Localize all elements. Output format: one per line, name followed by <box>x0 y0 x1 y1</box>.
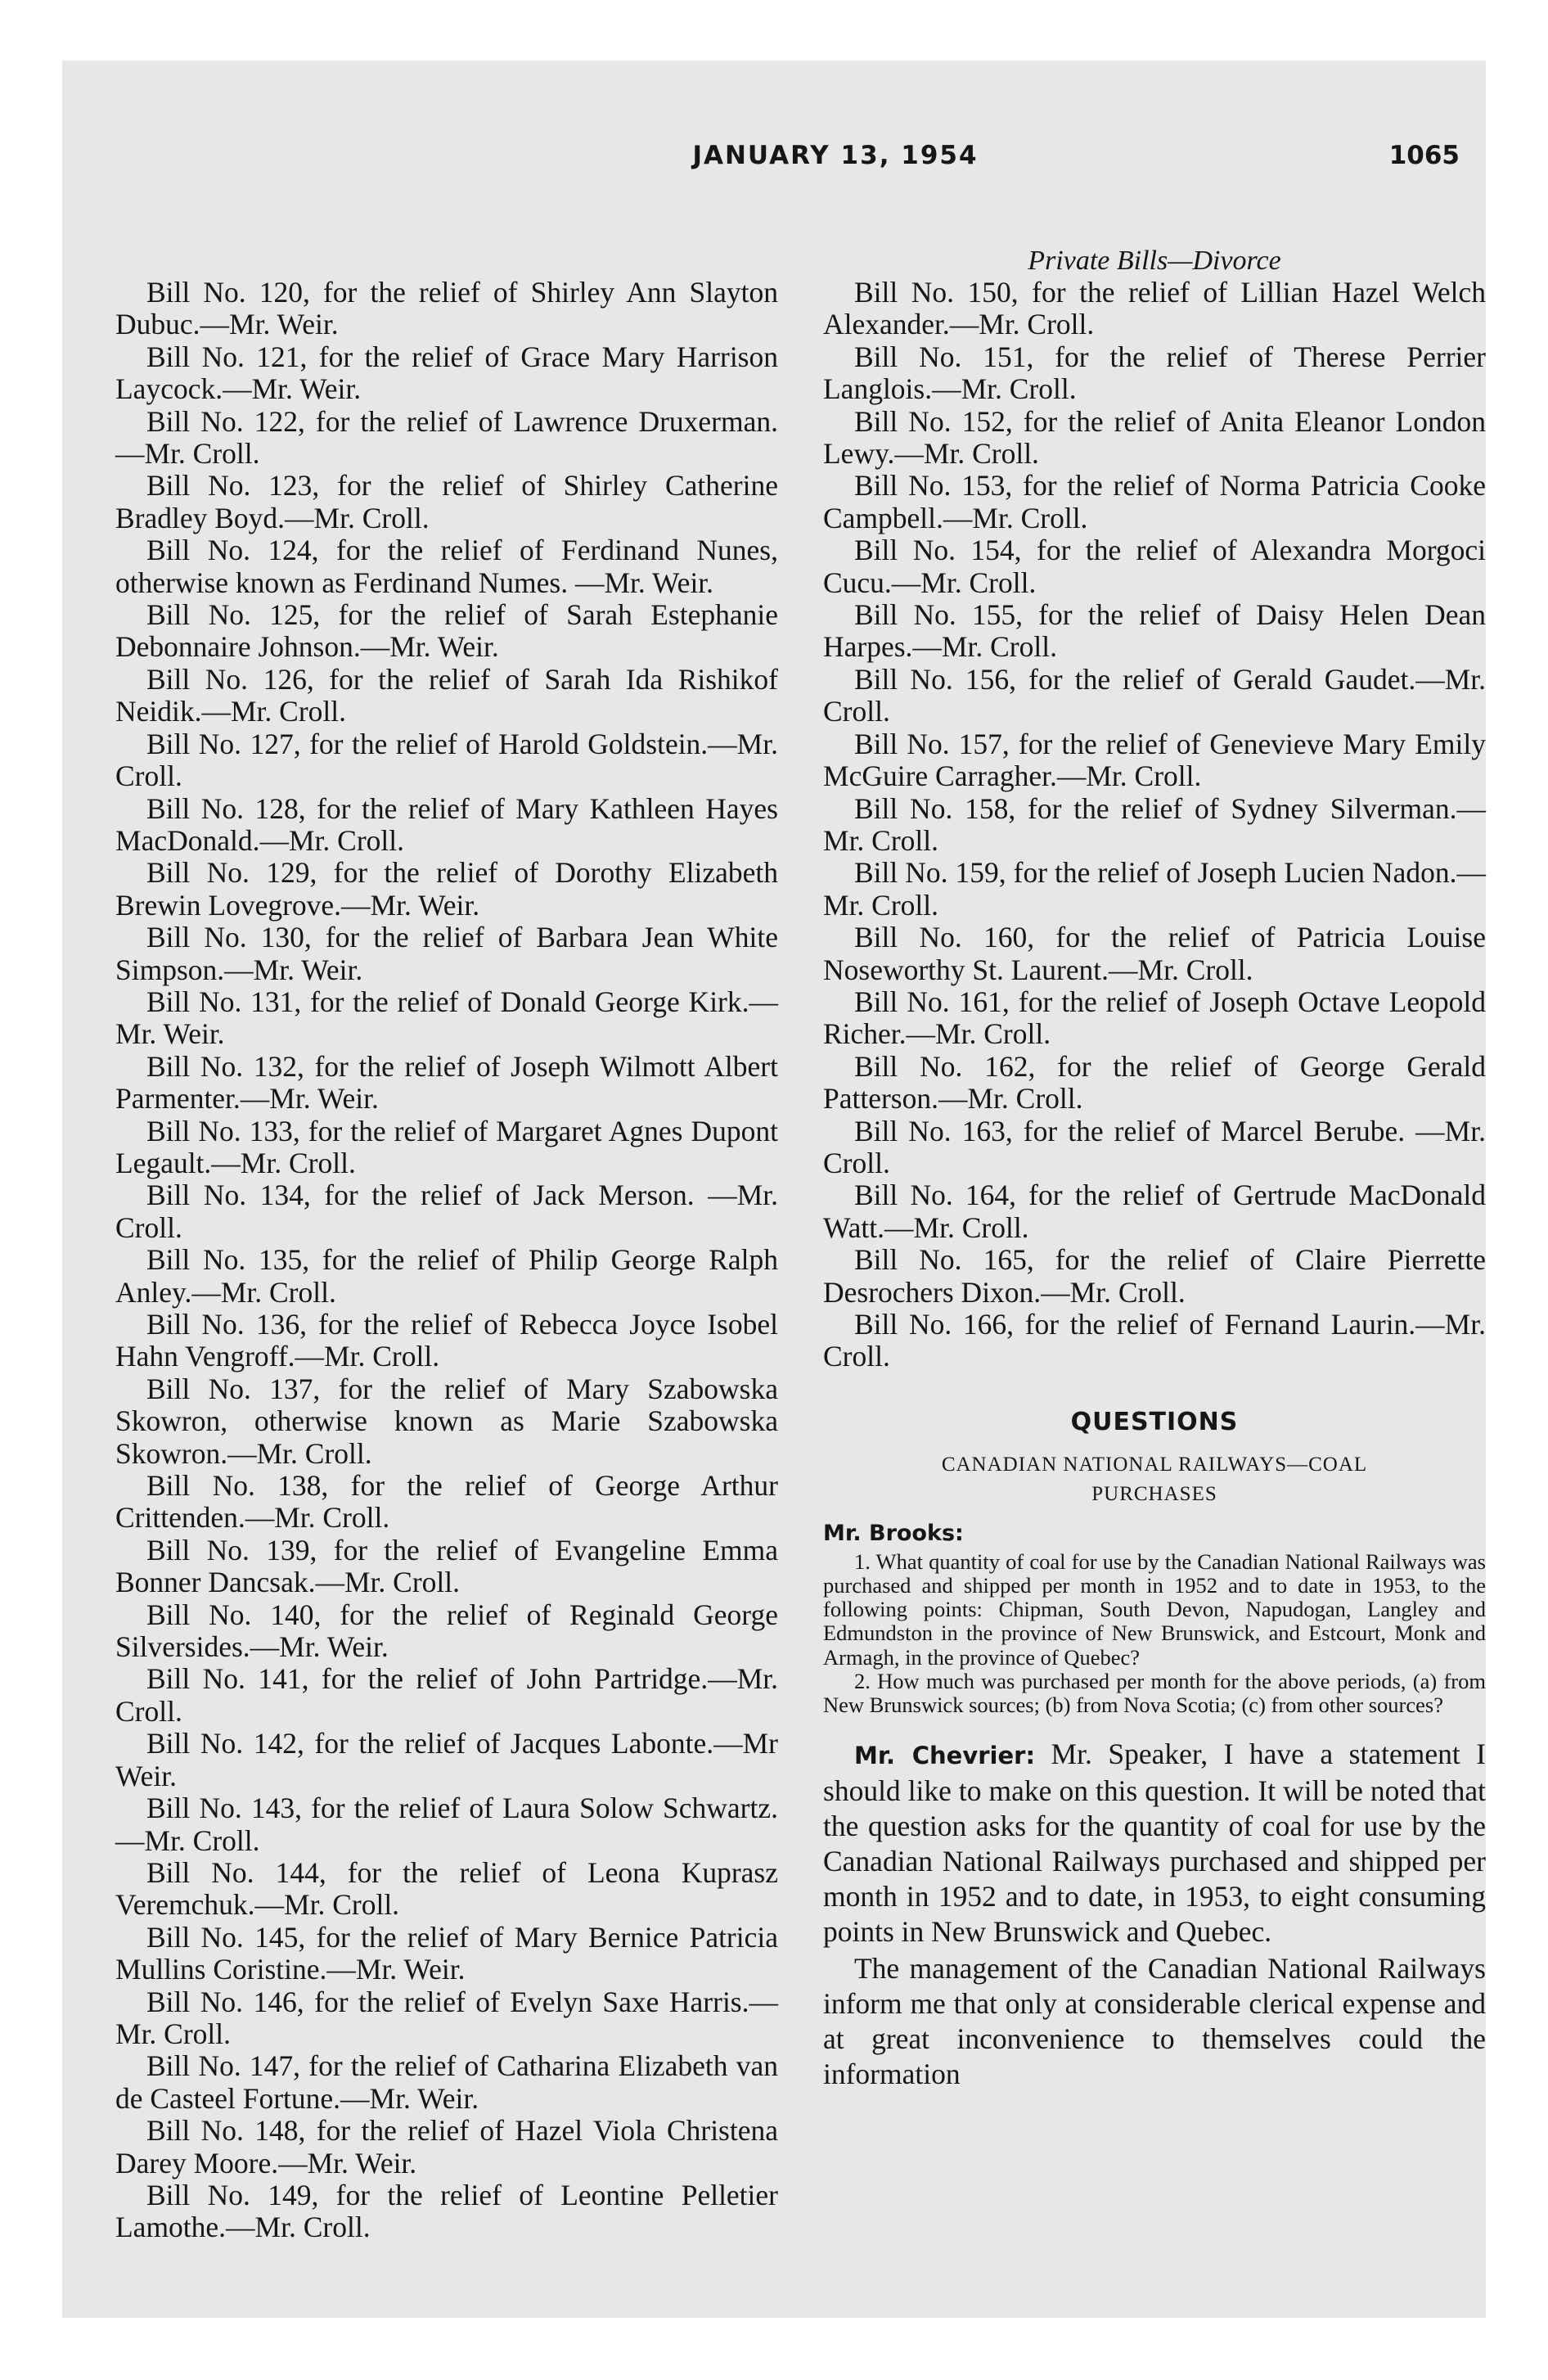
bill-entry: Bill No. 146, for the relief of Evelyn Saxe Harris.—Mr. Croll. <box>115 1985 778 2050</box>
bill-entry: Bill No. 157, for the relief of Genevieve Mary Emily McGuire Carragher.—Mr. Croll. <box>823 727 1486 793</box>
bill-entry: Bill No. 132, for the relief of Joseph Wilmott Albert Parmenter.—Mr. Weir. <box>115 1049 778 1116</box>
bill-entry: Bill No. 137, for the relief of Mary Szabowska Skowron, otherwise known as Marie Szabowska Skowron.—Mr. Croll. <box>115 1372 778 1470</box>
bill-entry: Bill No. 152, for the relief of Anita Eleanor London Lewy.—Mr. Croll. <box>823 404 1486 471</box>
bill-entry: Bill No. 151, for the relief of Therese Perrier Langlois.—Mr. Croll. <box>823 340 1486 406</box>
bill-entry: Bill No. 120, for the relief of Shirley Ann Slayton Dubuc.—Mr. Weir. <box>115 276 778 341</box>
bill-entry: Bill No. 160, for the relief of Patricia Louise Noseworthy St. Laurent.—Mr. Croll. <box>823 921 1486 986</box>
answer-paragraph-2: The management of the Canadian National Railways inform me that only at considerable clerical expense and at great inconvenience to themselves could the information <box>823 1952 1486 2091</box>
scanned-page <box>62 61 1486 2318</box>
bill-entry: Bill No. 144, for the relief of Leona Kuprasz Veremchuk.—Mr. Croll. <box>115 1855 778 1922</box>
bill-entry: Bill No. 141, for the relief of John Partridge.—Mr. Croll. <box>115 1662 778 1728</box>
bill-entry: Bill No. 161, for the relief of Joseph Octave Leopold Richer.—Mr. Croll. <box>823 985 1486 1051</box>
running-head-date: JANUARY 13, 1954 <box>692 141 979 170</box>
column-heading: Private Bills—Divorce <box>1028 246 1281 276</box>
question-subject <box>823 1450 1486 1509</box>
bill-entry: Bill No. 121, for the relief of Grace Mary Harrison Laycock.—Mr. Weir. <box>115 340 778 406</box>
bill-entry: Bill No. 135, for the relief of Philip George Ralph Anley.—Mr. Croll. <box>115 1243 778 1309</box>
bill-entry: Bill No. 129, for the relief of Dorothy Elizabeth Brewin Lovegrove.—Mr. Weir. <box>115 856 778 922</box>
bill-entry: Bill No. 156, for the relief of Gerald Gaudet.—Mr. Croll. <box>823 662 1486 728</box>
bill-entry: Bill No. 143, for the relief of Laura Solow Schwartz.—Mr. Croll. <box>115 1792 778 1857</box>
right-bill-list <box>823 277 1486 1373</box>
bill-entry: Bill No. 134, for the relief of Jack Merson. —Mr. Croll. <box>115 1179 778 1244</box>
bill-entry: Bill No. 122, for the relief of Lawrence Druxerman.—Mr. Croll. <box>115 404 778 471</box>
bill-entry: Bill No. 136, for the relief of Rebecca Joyce Isobel Hahn Vengroff.—Mr. Croll. <box>115 1308 778 1373</box>
question-2: 2. How much was purchased per month for the above periods, (a) from New Brunswick sources; (b) from Nova Scotia; (c) from other sources? <box>823 1668 1486 1718</box>
bill-entry: Bill No. 126, for the relief of Sarah Ida Rishikof Neidik.—Mr. Croll. <box>115 662 778 728</box>
question-1: 1. What quantity of coal for use by the Canadian National Railways was purchased and shipped per month in 1952 and to date in 1953, to the following points: Chipman, South Devon, Napudogan, Langley and Edmundston in the province of New Brunswick, and Estcourt, Monk and Armagh, in the province of Quebec? <box>823 1548 1486 1670</box>
bill-entry: Bill No. 158, for the relief of Sydney Silverman.—Mr. Croll. <box>823 791 1486 857</box>
bill-entry: Bill No. 138, for the relief of George Arthur Crittenden.—Mr. Croll. <box>115 1469 778 1535</box>
bill-entry: Bill No. 162, for the relief of George Gerald Patterson.—Mr. Croll. <box>823 1049 1486 1116</box>
answer-paragraph-1 <box>823 1737 1486 1950</box>
bill-entry: Bill No. 127, for the relief of Harold Goldstein.—Mr. Croll. <box>115 727 778 793</box>
bill-entry: Bill No. 147, for the relief of Catharina Elizabeth van de Casteel Fortune.—Mr. Weir. <box>115 2049 778 2115</box>
bill-entry: Bill No. 123, for the relief of Shirley Catherine Bradley Boyd.—Mr. Croll. <box>115 469 778 534</box>
answer-text-1: Mr. Speaker, I have a statement I should like to make on this question. It will be noted that the question asks for the quantity of coal for use by the Canadian National Railways purchased and shipped per month in 1952 and to date, in 1953, to eight consuming points in New Brunswick and Quebec. <box>823 1738 1486 1949</box>
question-subject-line-1: CANADIAN NATIONAL RAILWAYS—COAL <box>941 1453 1368 1476</box>
bill-entry: Bill No. 139, for the relief of Evangeline Emma Bonner Dancsak.—Mr. Croll. <box>115 1533 778 1599</box>
bill-entry: Bill No. 165, for the relief of Claire Pierrette Desrochers Dixon.—Mr. Croll. <box>823 1243 1486 1309</box>
bill-entry: Bill No. 154, for the relief of Alexandra Morgoci Cucu.—Mr. Croll. <box>823 534 1486 599</box>
bill-entry: Bill No. 133, for the relief of Margaret Agnes Dupont Legault.—Mr. Croll. <box>115 1114 778 1179</box>
bill-entry: Bill No. 142, for the relief of Jacques Labonte.—Mr Weir. <box>115 1727 778 1792</box>
bill-entry: Bill No. 164, for the relief of Gertrude MacDonald Watt.—Mr. Croll. <box>823 1179 1486 1244</box>
question-asker: Mr. Brooks: <box>823 1520 964 1546</box>
bill-entry: Bill No. 145, for the relief of Mary Bernice Patricia Mullins Coristine.—Mr. Weir. <box>115 1920 778 1986</box>
bill-entry: Bill No. 166, for the relief of Fernand Laurin.—Mr. Croll. <box>823 1308 1486 1373</box>
answer-speaker: Mr. Chevrier: <box>854 1742 1036 1770</box>
bill-entry: Bill No. 124, for the relief of Ferdinand Nunes, otherwise known as Ferdinand Numes. —Mr. Weir. <box>115 534 778 599</box>
bill-entry: Bill No. 125, for the relief of Sarah Estephanie Debonnaire Johnson.—Mr. Weir. <box>115 598 778 664</box>
bill-entry: Bill No. 148, for the relief of Hazel Viola Christena Darey Moore.—Mr. Weir. <box>115 2114 778 2179</box>
bill-entry: Bill No. 163, for the relief of Marcel Berube. —Mr. Croll. <box>823 1114 1486 1179</box>
questions-heading: QUESTIONS <box>1070 1407 1239 1436</box>
bill-entry: Bill No. 131, for the relief of Donald George Kirk.—Mr. Weir. <box>115 985 778 1051</box>
bill-entry: Bill No. 149, for the relief of Leontine Pelletier Lamothe.—Mr. Croll. <box>115 2178 778 2244</box>
bill-entry: Bill No. 159, for the relief of Joseph Lucien Nadon.—Mr. Croll. <box>823 856 1486 922</box>
bill-entry: Bill No. 140, for the relief of Reginald George Silversides.—Mr. Weir. <box>115 1598 778 1664</box>
bill-entry: Bill No. 155, for the relief of Daisy Helen Dean Harpes.—Mr. Croll. <box>823 598 1486 664</box>
page-number: 1065 <box>1388 141 1460 170</box>
right-column <box>823 246 1486 2092</box>
page-header <box>62 141 1486 182</box>
bill-entry: Bill No. 153, for the relief of Norma Patricia Cooke Campbell.—Mr. Croll. <box>823 469 1486 534</box>
question-subject-line-2: PURCHASES <box>1091 1482 1217 1505</box>
bill-entry: Bill No. 150, for the relief of Lillian Hazel Welch Alexander.—Mr. Croll. <box>823 276 1486 341</box>
bill-entry: Bill No. 130, for the relief of Barbara Jean White Simpson.—Mr. Weir. <box>115 921 778 986</box>
bill-entry: Bill No. 128, for the relief of Mary Kathleen Hayes MacDonald.—Mr. Croll. <box>115 791 778 857</box>
left-column <box>115 277 778 2244</box>
